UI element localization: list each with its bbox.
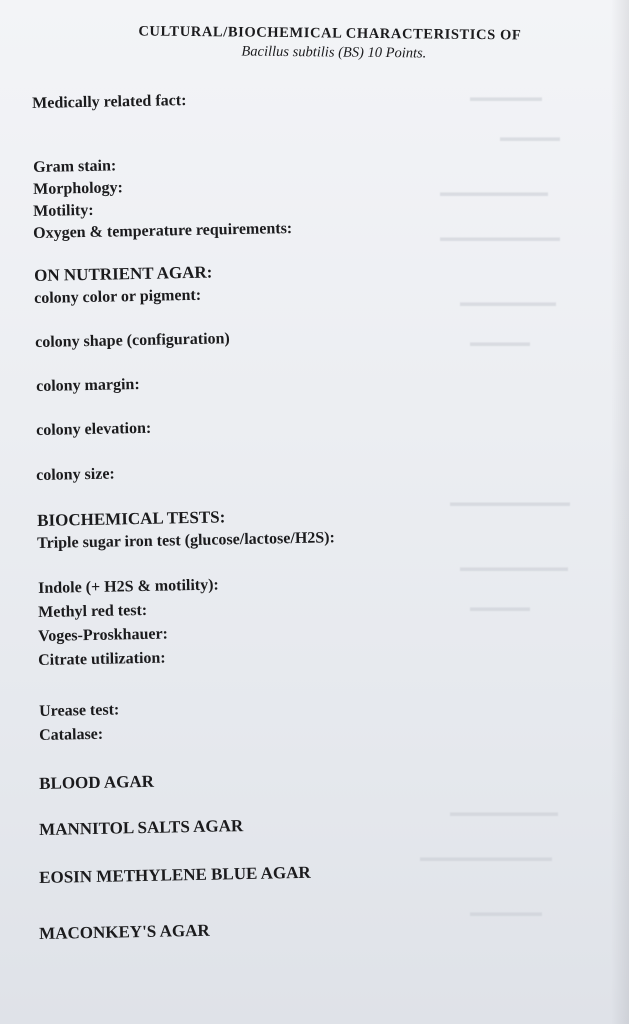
field-morphology: Morphology:	[33, 179, 124, 198]
document-subtitle: Bacillus subtilis (BS) 10 Points.	[241, 43, 427, 62]
field-medical-fact: Medically related fact:	[32, 92, 187, 112]
field-motility: Motility:	[33, 201, 94, 220]
section-heading-mannitol-salts-agar: MANNITOL SALTS AGAR	[39, 816, 244, 839]
section-heading-biochemical-tests: BIOCHEMICAL TESTS:	[37, 507, 226, 530]
bleed-through-mark: ▬▬▬▬▬	[500, 130, 560, 144]
section-heading-nutrient-agar: ON NUTRIENT AGAR:	[34, 262, 213, 285]
section-heading-eosin-methylene-blue-agar: EOSIN METHYLENE BLUE AGAR	[39, 862, 311, 887]
field-triple-sugar-iron: Triple sugar iron test (glucose/lactose/H2S):	[37, 529, 336, 552]
section-heading-maconkeys-agar: MACONKEY'S AGAR	[39, 920, 210, 943]
bleed-through-mark: ▬▬▬▬▬▬▬▬▬	[440, 185, 548, 199]
field-colony-color: colony color or pigment:	[34, 286, 202, 307]
bleed-through-mark: ▬▬▬▬▬▬	[470, 905, 542, 919]
field-catalase: Catalase:	[39, 725, 104, 744]
field-colony-margin: colony margin:	[36, 376, 140, 395]
document-title: CULTURAL/BIOCHEMICAL CHARACTERISTICS OF	[138, 23, 522, 44]
bleed-through-mark: ▬▬▬▬▬▬▬▬▬▬	[440, 230, 560, 244]
bleed-through-mark: ▬▬▬▬▬▬▬▬▬▬	[450, 495, 570, 509]
bleed-through-mark: ▬▬▬▬▬▬▬▬	[460, 295, 556, 309]
field-urease: Urease test:	[39, 701, 120, 720]
field-oxygen-temperature: Oxygen & temperature requirements:	[33, 220, 293, 242]
field-colony-shape: colony shape (configuration)	[35, 330, 230, 351]
bleed-through-mark: ▬▬▬▬▬	[470, 600, 530, 614]
field-citrate-utilization: Citrate utilization:	[38, 649, 166, 669]
field-gram-stain: Gram stain:	[33, 157, 117, 176]
field-voges-proskhauer: Voges-Proskhauer:	[38, 625, 169, 645]
section-heading-blood-agar: BLOOD AGAR	[39, 771, 155, 793]
field-methyl-red: Methyl red test:	[38, 601, 148, 621]
field-indole: Indole (+ H2S & motility):	[38, 576, 219, 597]
field-colony-size: colony size:	[36, 465, 115, 484]
bleed-through-mark: ▬▬▬▬▬▬▬▬▬	[450, 805, 558, 819]
bleed-through-mark: ▬▬▬▬▬▬▬▬▬	[460, 560, 568, 574]
page-edge-shadow	[611, 0, 629, 1024]
bleed-through-mark: ▬▬▬▬▬▬	[470, 90, 542, 104]
bleed-through-mark: ▬▬▬▬▬	[470, 335, 530, 349]
field-colony-elevation: colony elevation:	[36, 419, 152, 439]
bleed-through-mark: ▬▬▬▬▬▬▬▬▬▬▬	[420, 850, 552, 864]
